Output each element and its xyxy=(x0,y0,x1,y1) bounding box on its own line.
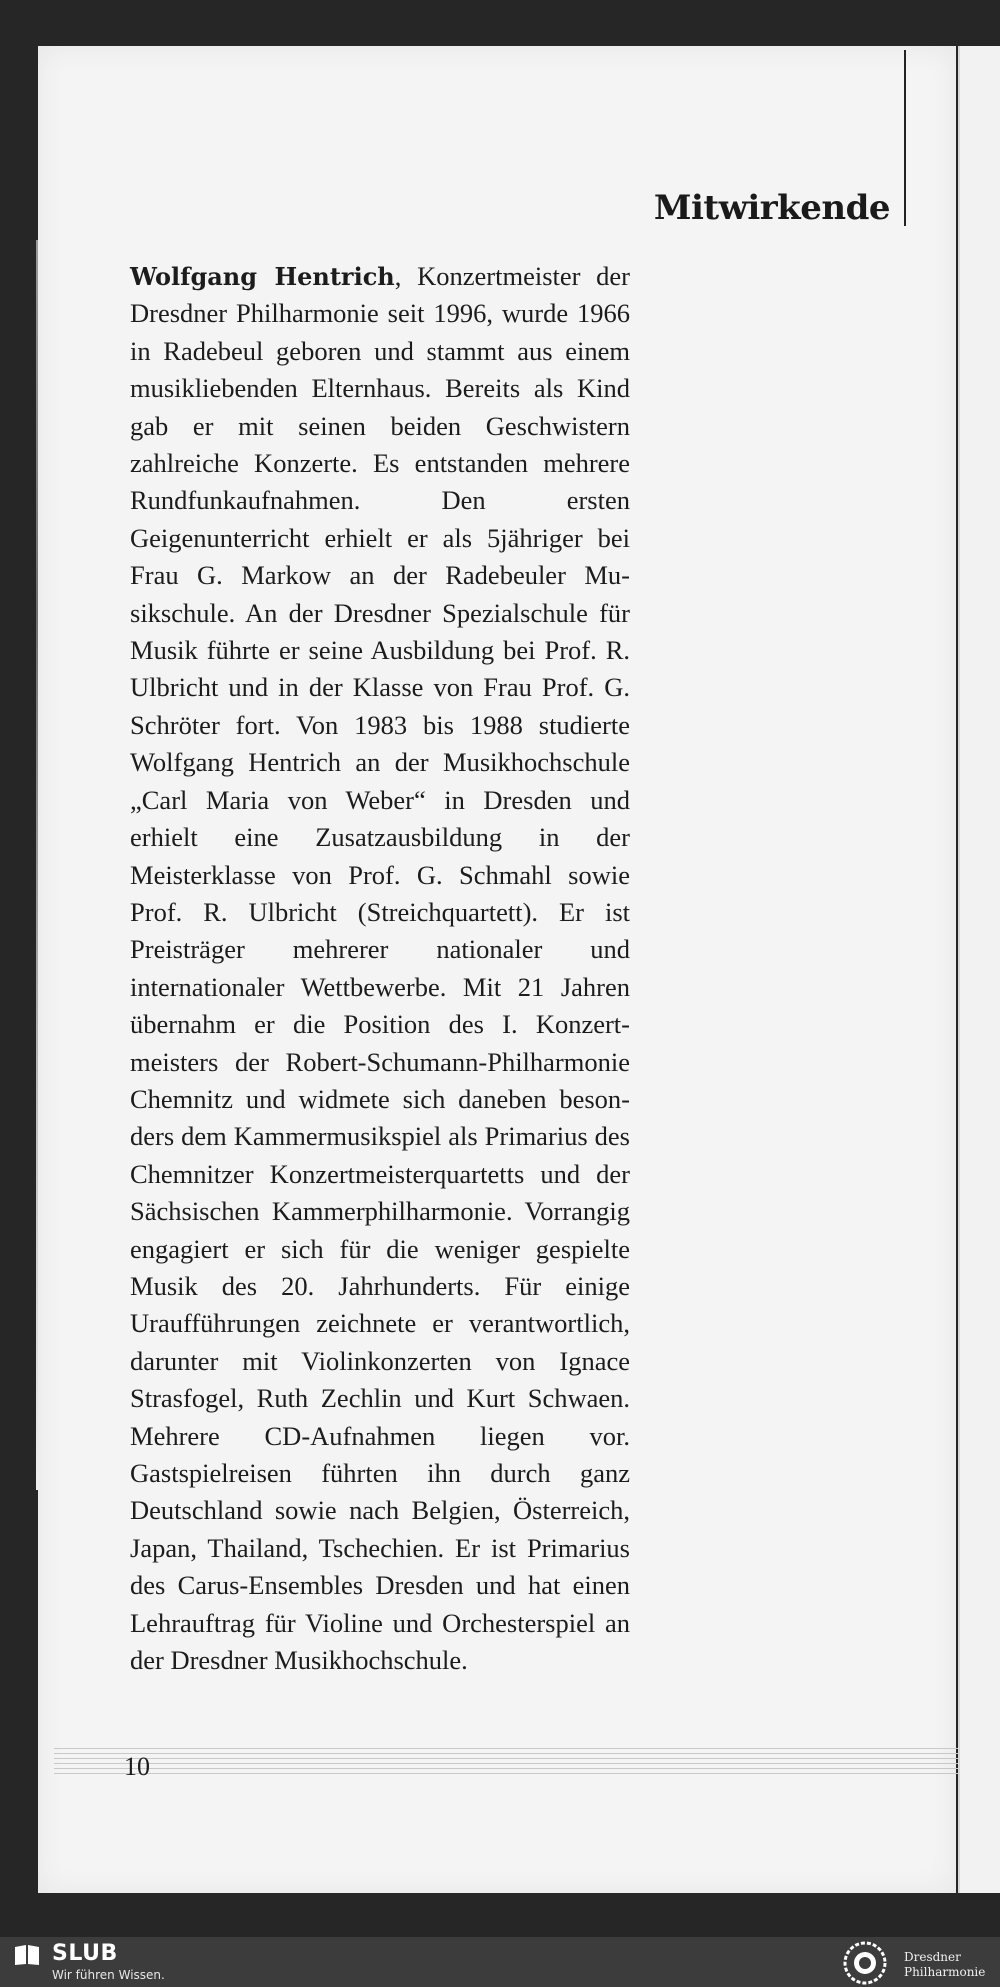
page-heading: Mitwirkende xyxy=(653,188,890,228)
partner-name-line1: Dresdner xyxy=(904,1950,961,1964)
slub-tagline: Wir führen Wissen. xyxy=(52,1968,165,1982)
dresdner-philharmonie-logo-icon[interactable] xyxy=(840,1940,890,1986)
partner-name-line2: Philharmonie xyxy=(904,1965,986,1979)
performer-name: Wolfgang Hentrich xyxy=(130,262,395,291)
slub-book-icon[interactable] xyxy=(14,1944,40,1966)
footer-rule-2 xyxy=(54,1753,958,1754)
footer-rule-5 xyxy=(54,1768,958,1769)
biography-paragraph xyxy=(130,258,630,1679)
vertical-rule xyxy=(904,50,906,226)
page-number: 10 xyxy=(124,1752,150,1781)
footer-rule-6 xyxy=(54,1773,958,1774)
footer-rule-4 xyxy=(54,1763,958,1764)
slub-logo-text[interactable]: SLUB xyxy=(52,1941,118,1966)
footer-rule-3 xyxy=(54,1758,958,1759)
footer-rule-1 xyxy=(54,1748,958,1749)
biography-text: , Konzertmeister der Dresdner Philharmonie seit 1996, wurde 1966 in Radebeul geboren und stammt aus einem musikliebenden Elternhaus. Bereits als Kind gab er mit seinen beiden Geschwistern zahlreiche Konzerte. Es entstanden mehrere Rundfunkaufnahmen. Den ersten Geigenunterricht erhielt er als 5jähriger bei Frau G. Markow an der Radebeuler Musikschule. An der Dresdner Spezialschule für Musik führte er seine Ausbildung bei Prof. R. Ulbricht und in der Klasse von Frau Prof. G. Schröter fort. Von 1983 bis 1988 studierte Wolfgang Hentrich an der Musikhochschule „Carl Maria von Weber“ in Dresden und erhielt eine Zusatzausbildung in der Meisterklasse von Prof. G. Schmahl sowie Prof. R. Ulbricht (Streichquartett). Er ist Preisträger mehrerer nationaler und internationaler Wettbewerbe. Mit 21 Jahren übernahm er die Position des I. Konzertmeisters der Robert-Schumann-Philharmonie Chemnitz und widmete sich daneben besonders dem Kammermusikspiel als Primarius des Chemnitzer Konzertmeisterquartetts und der Sächsischen Kammerphilharmonie. Vorrangig engagiert er sich für die weniger gespielte Musik des 20. Jahrhunderts. Für einige Uraufführungen zeichnete er verantwortlich, darunter mit Violinkonzerten von Ignace Strasfogel, Ruth Zechlin und Kurt Schwaen. Mehrere CD-Aufnahmen liegen vor. Gastspielreisen führten ihn durch ganz Deutschland sowie nach Belgien, Österreich, Japan, Thailand, Tschechien. Er ist Primarius des Carus-Ensembles Dresden und hat einen Lehrauftrag für Violine und Orchesterspiel an der Dresdner Musikhochschule. xyxy=(130,261,631,1676)
next-page-edge xyxy=(958,46,1000,1893)
